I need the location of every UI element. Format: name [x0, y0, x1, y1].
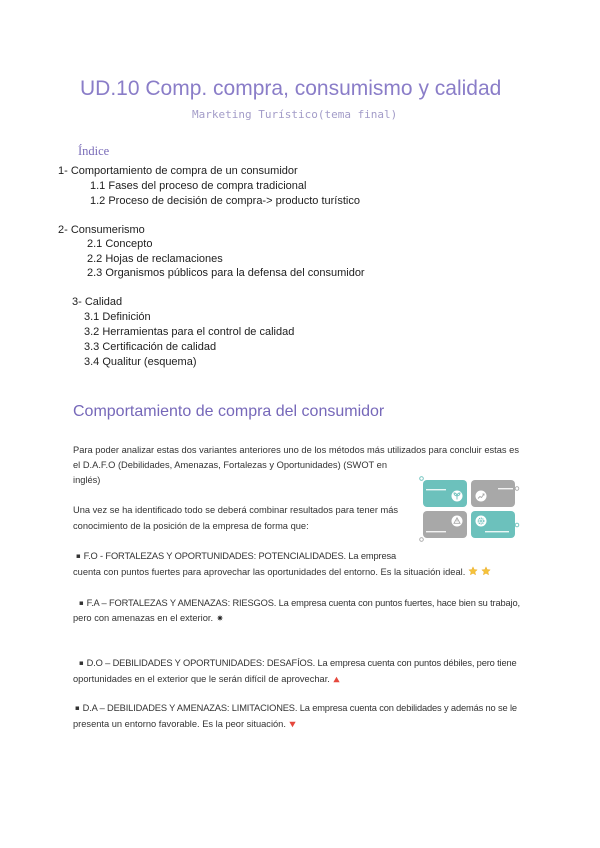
eight-pointed-star-icon	[216, 614, 224, 622]
chart-icon	[476, 491, 487, 502]
toc-item-2-3: 2.3 Organismos públicos para la defensa del consumidor	[87, 267, 365, 279]
bullet-text: F.O - FORTALEZAS Y OPORTUNIDADES: POTENCIALIDADES. La empresa	[83, 551, 396, 561]
corner-dot	[515, 523, 519, 527]
bullet-text: D.O – DEBILIDADES Y OPORTUNIDADES: DESAFÍOS. La empresa cuenta con puntos débiles, pero tiene	[86, 658, 517, 668]
bullet-text: presenta un entorno favorable. Es la peor situación.	[73, 719, 286, 729]
bullet-text: cuenta con puntos fuertes para aprovechar las oportunidades del entorno. Es la situación ideal.	[73, 567, 466, 577]
corner-dot	[515, 487, 519, 491]
intro-line: el D.A.F.O (Debilidades, Amenazas, Fortalezas y Oportunidades) (SWOT en	[73, 460, 387, 470]
bullet-text: D.A – DEBILIDADES Y AMENAZAS: LIMITACIONES. La empresa cuenta con debilidades y además no se le	[82, 703, 517, 713]
toc-item-3-4: 3.4 Qualitur (esquema)	[84, 356, 197, 368]
warning-icon	[452, 516, 463, 527]
bullet-marker: ▪	[79, 659, 84, 667]
tile-caption-mark	[426, 489, 446, 490]
bullet-marker: ▪	[76, 552, 81, 560]
bullet-fa	[79, 597, 520, 611]
intro-line: inglés)	[73, 475, 101, 485]
toc-section-1: 1- Comportamiento de compra de un consumidor	[58, 165, 298, 177]
tile-caption-mark	[498, 488, 513, 489]
combine-line: Una vez se ha identificado todo se deberá combinar resultados para tener más	[73, 505, 399, 515]
tile-caption-mark	[426, 531, 446, 532]
red-triangle-down-icon	[289, 721, 296, 728]
bullet-fo	[76, 550, 396, 564]
intro-line: Para poder analizar estas dos variantes anteriores uno de los métodos más utilizados para concluir estas es	[73, 445, 519, 455]
bullet-text: pero con amenazas en el exterior.	[73, 613, 214, 623]
toc-section-2: 2- Consumerismo	[58, 224, 145, 236]
glowing-star-icon	[468, 566, 478, 576]
toc-item-3-2: 3.2 Herramientas para el control de calidad	[84, 326, 295, 338]
red-triangle-up-icon	[333, 676, 340, 683]
tile-caption-mark	[485, 531, 509, 532]
plant-icon	[452, 491, 463, 502]
glowing-star-icon	[481, 566, 491, 576]
bullet-fa-continuation	[73, 612, 224, 625]
bullet-do-continuation	[73, 673, 340, 686]
toc-item-1-2: 1.2 Proceso de decisión de compra-> producto turístico	[90, 195, 360, 207]
toc-item-2-2: 2.2 Hojas de reclamaciones	[87, 253, 223, 265]
toc-item-1-1: 1.1 Fases del proceso de compra tradicional	[90, 180, 307, 192]
page-subtitle: Marketing Turístico(tema final)	[192, 108, 398, 121]
gear-icon	[476, 516, 487, 527]
corner-dot	[420, 477, 424, 481]
bullet-text: F.A – FORTALEZAS Y AMENAZAS: RIESGOS. La empresa cuenta con puntos fuertes, hace bien su trabajo,	[86, 598, 520, 608]
toc-section-3: 3- Calidad	[72, 296, 123, 308]
swot-figure	[419, 476, 520, 543]
page-title: UD.10 Comp. compra, consumismo y calidad	[80, 77, 502, 100]
bullet-marker: ▪	[79, 599, 84, 607]
combine-line: conocimiento de la posición de la empresa de forma que:	[73, 521, 309, 531]
bullet-fo-continuation	[73, 566, 491, 579]
bullet-marker: ▪	[75, 704, 80, 712]
index-heading: Índice	[78, 144, 110, 158]
bullet-da-continuation	[73, 718, 296, 731]
section-heading: Comportamiento de compra del consumidor	[73, 403, 385, 420]
corner-dot	[420, 538, 424, 542]
toc-item-3-1: 3.1 Definición	[84, 311, 151, 323]
bullet-do	[79, 657, 517, 671]
toc-item-2-1: 2.1 Concepto	[87, 238, 153, 250]
toc-item-3-3: 3.3 Certificación de calidad	[84, 341, 217, 353]
bullet-text: oportunidades en el exterior que le serán difícil de aprovechar.	[73, 674, 330, 684]
bullet-da	[75, 702, 517, 716]
